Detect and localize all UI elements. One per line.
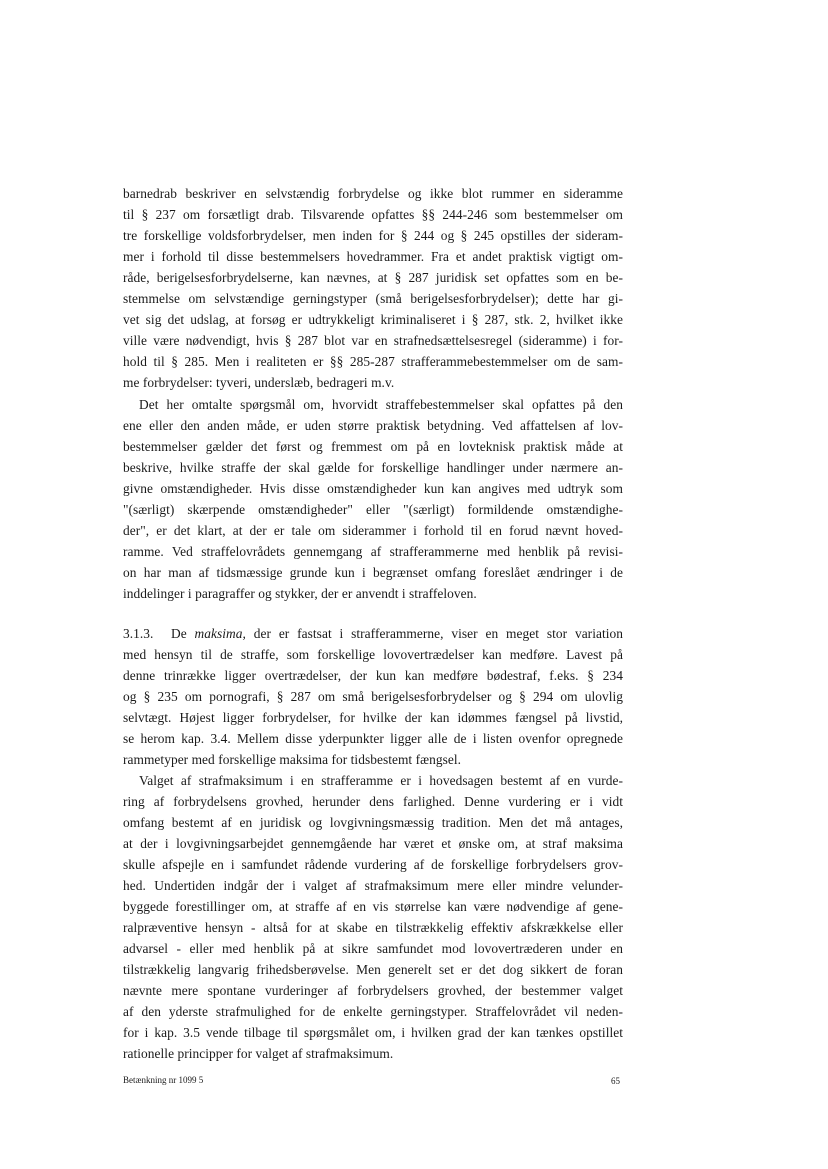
footer-report-reference: Betænkning nr 1099 5 bbox=[123, 1075, 204, 1085]
text-line: for i kap. 3.5 vende tilbage til spørgsmålet om, i hvilken grad der kan tænkes opstillet bbox=[123, 1025, 623, 1040]
text-line: og § 235 om pornografi, § 287 om små berigelsesforbrydelser og § 294 om ulovlig bbox=[123, 689, 623, 704]
text-line: byggede forestillinger om, at straffe af en vis størrelse kan være nødvendige af gene- bbox=[123, 899, 623, 914]
section-first-line bbox=[123, 624, 623, 644]
text-line: advarsel - eller med henblik på at sikre samfundet mod lovovertræderen under en bbox=[123, 941, 623, 956]
text-line: givne omstændigheder. Hvis disse omstændigheder kun kan angives med udtryk som bbox=[123, 481, 623, 496]
text-line: at der i lovgivningsarbejdet gennemgående har været et ønske om, at straf maksima bbox=[123, 836, 623, 851]
text-line: barnedrab beskriver en selvstændig forbrydelse og ikke blot rummer en sideramme bbox=[123, 186, 623, 201]
text-line: bestemmelser gælder det først og fremmest om på en lovteknisk praktisk måde at bbox=[123, 439, 623, 454]
text-line: stemmelse om selvstændige gerningstyper (små berigelsesforbrydelser); dette har gi- bbox=[123, 291, 623, 306]
text-line: der", er det klart, at der er tale om siderammer i forhold til en forud nævnt hoved- bbox=[123, 523, 623, 538]
text-line: vet sig det udslag, at forsøg er udtrykkeligt kriminaliseret i § 287, stk. 2, hvilket ikke bbox=[123, 312, 623, 327]
text-line: mer i forhold til disse bestemmelsers hovedrammer. Fra et andet praktisk vigtigt om- bbox=[123, 249, 623, 264]
text-line: omfang bestemt af en juridisk og lovgivningsmæssig tradition. Men det må antages, bbox=[123, 815, 623, 830]
text-line: ville være nødvendigt, hvis § 287 blot var en strafnedsættelsesregel (sideramme) i for- bbox=[123, 333, 623, 348]
text-line: råde, berigelsesforbrydelserne, kan nævnes, at § 287 juridisk set opfattes som en be- bbox=[123, 270, 623, 285]
text-line: denne trinrække ligger overtrædelser, der kun kan medføre bødestraf, f.eks. § 234 bbox=[123, 668, 623, 683]
text-line: inddelinger i paragraffer og stykker, der er anvendt i straffeloven. bbox=[123, 586, 477, 601]
text-line: ring af forbrydelsens grovhed, herunder dens farlighed. Denne vurdering er i vidt bbox=[123, 794, 623, 809]
text-line: ramme. Ved straffelovrådets gennemgang af strafferammerne med henblik på revisi- bbox=[123, 544, 623, 559]
text-line: hold til § 285. Men i realiteten er §§ 285-287 strafferammebestemmelser om de sam- bbox=[123, 354, 623, 369]
text-line: rammetyper med forskellige maksima for tidsbestemt fængsel. bbox=[123, 752, 462, 767]
text-line: tilstrækkelig langvarig frihedsberøvelse. Men generelt set er det dog sikkert de foran bbox=[123, 962, 623, 977]
text-line: ralpræventive hensyn - altså for at skabe en tilstrækkelig effektiv afskrækkelse eller bbox=[123, 920, 623, 935]
section-lead-italic: maksima, bbox=[194, 626, 246, 641]
text-line: selvtægt. Højest ligger forbrydelser, for hvilke der kan idømmes fængsel på livstid, bbox=[123, 710, 623, 725]
text-line: ene eller den anden måde, er uden større praktisk betydning. Ved affattelsen af lov- bbox=[123, 418, 623, 433]
text-line: hed. Undertiden indgår der i valget af strafmaksimum mere eller mindre velunder- bbox=[123, 878, 623, 893]
text-line: til § 237 om forsætligt drab. Tilsvarende opfattes §§ 244-246 som bestemmelser om bbox=[123, 207, 623, 222]
page-number: 65 bbox=[611, 1076, 620, 1086]
text-line: skulle afspejle en i samfundet rådende vurdering af de forskellige forbrydelsers grov- bbox=[123, 857, 623, 872]
section-lead-rest: der er fastsat i strafferammerne, viser en meget stor variation bbox=[245, 626, 623, 641]
text-line: "(særligt) skærpende omstændigheder" eller "(særligt) formildende omstændighe- bbox=[123, 502, 623, 517]
text-line: Valget af strafmaksimum i en strafferamme er i hovedsagen bestemt af en vurde- bbox=[139, 773, 623, 788]
text-line: me forbrydelser: tyveri, underslæb, bedrageri m.v. bbox=[123, 375, 395, 390]
text-line: nævnte mere spontane vurderinger af forbrydelsers grovhed, der bestemmer valget bbox=[123, 983, 623, 998]
section-number: 3.1.3. bbox=[123, 626, 154, 641]
text-line: beskrive, hvilke straffe der skal gælde for forskellige handlinger under nærmere an- bbox=[123, 460, 623, 475]
text-line: se herom kap. 3.4. Mellem disse yderpunkter ligger alle de i listen ovenfor opregnede bbox=[123, 731, 623, 746]
text-line: on har man af tidsmæssige grunde kun i begrænset omfang foreslået ændringer i de bbox=[123, 565, 623, 580]
text-line: med hensyn til de straffe, som forskellige lovovertrædelser kan medføre. Lavest på bbox=[123, 647, 623, 662]
text-line: tre forskellige voldsforbrydelser, men inden for § 244 og § 245 opstilles der sideram- bbox=[123, 228, 623, 243]
section-lead-prefix: De bbox=[171, 626, 195, 641]
text-line: af den yderste strafmulighed for de enkelte gerningstyper. Straffelovrådet vil neden- bbox=[123, 1004, 623, 1019]
text-line: rationelle principper for valget af strafmaksimum. bbox=[123, 1046, 394, 1061]
text-line: Det her omtalte spørgsmål om, hvorvidt straffebestemmelser skal opfattes på den bbox=[139, 397, 623, 412]
